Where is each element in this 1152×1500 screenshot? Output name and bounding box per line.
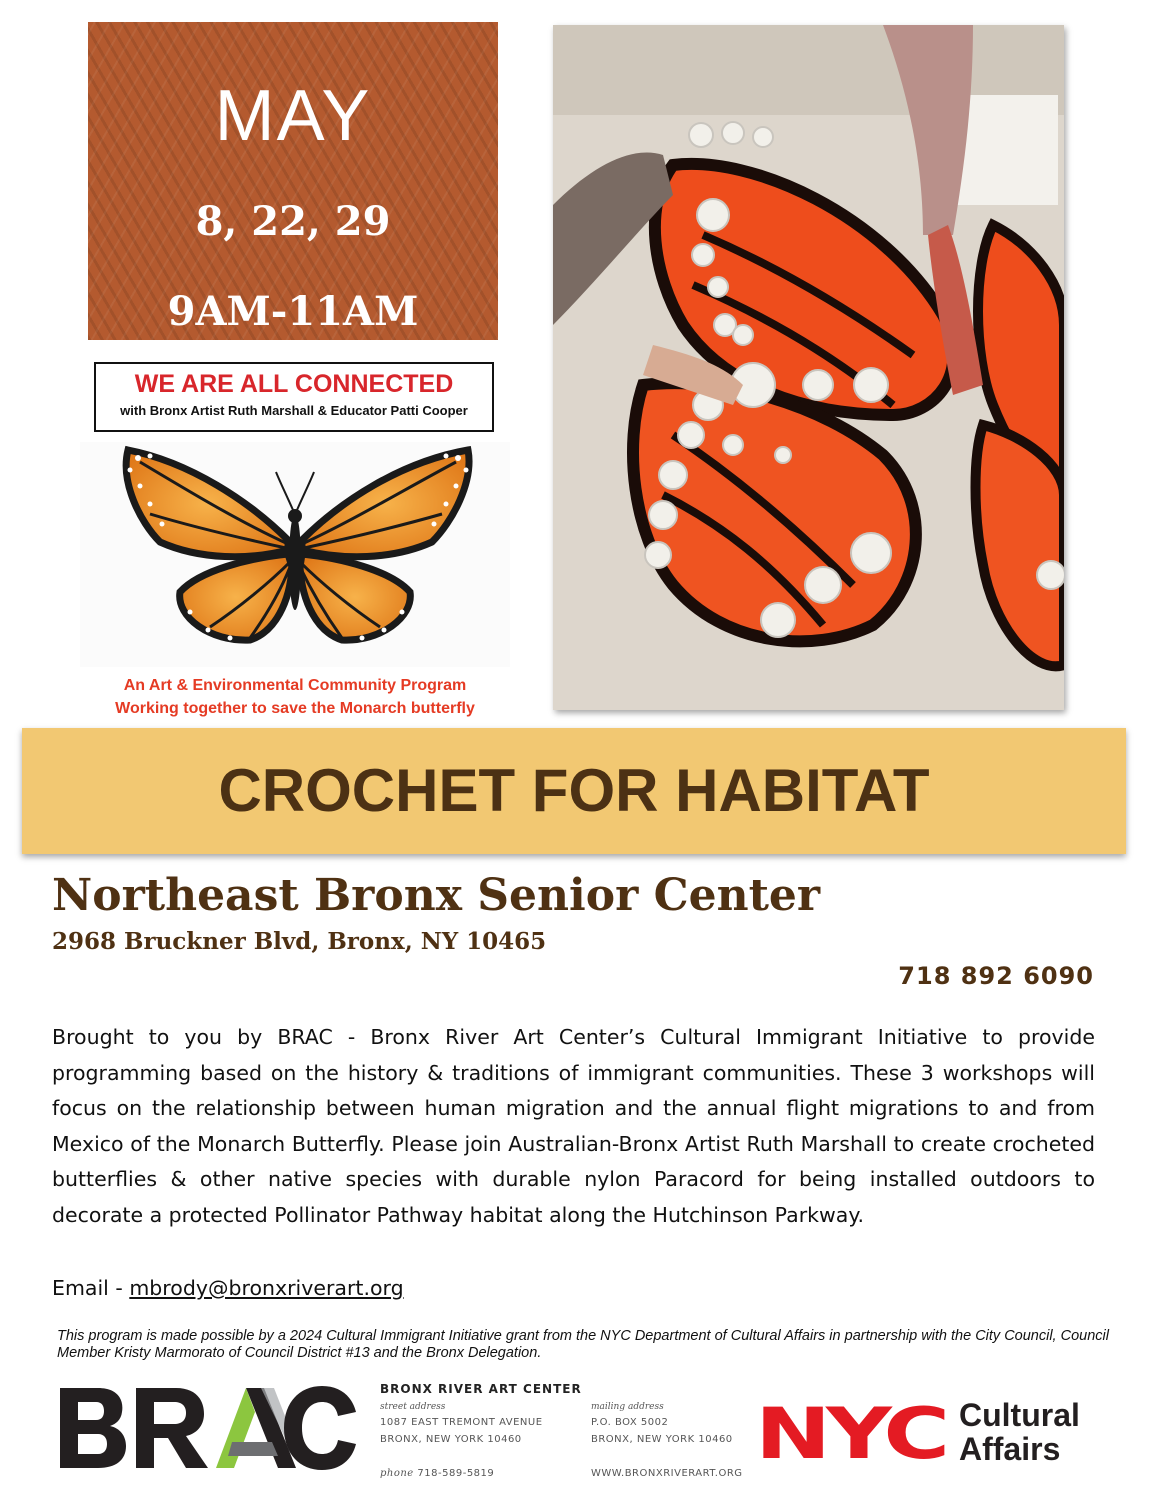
brac-website[interactable]: WWW.BRONXRIVERART.ORG — [591, 1468, 743, 1479]
nyc-logo-icon — [755, 1396, 1120, 1466]
program-caption-line2: Working together to save the Monarch butterfly — [115, 700, 475, 717]
event-days: 8, 22, 29 — [195, 198, 391, 245]
mailing-address-label: mailing address — [591, 1402, 664, 1412]
event-date-box — [88, 22, 498, 340]
street-address-label: street address — [380, 1402, 446, 1412]
connected-title-box — [94, 362, 494, 432]
venue-name: Northeast Bronx Senior Center — [52, 870, 821, 921]
brac-contact-info — [380, 1382, 760, 1482]
nyc-dept-line2: Affairs — [959, 1431, 1061, 1466]
brac-logo-icon — [56, 1382, 366, 1472]
email-link[interactable]: mbrody@bronxriverart.org — [129, 1276, 404, 1300]
nyc-cultural-affairs-logo — [755, 1396, 1120, 1466]
nyc-logo-text: NYC — [755, 1396, 945, 1466]
monarch-butterfly-image — [80, 442, 510, 667]
funding-note: This program is made possible by a 2024 Cultural Immigrant Initiative grant from the NYC Department of Cultural Affairs in partnership with the City Council, Council Member Kristy Marmorato of Council District #13 and the Bronx Delegation. — [57, 1328, 1109, 1361]
venue-address: 2968 Bruckner Blvd, Bronx, NY 10465 — [52, 928, 547, 955]
event-month: MAY — [214, 76, 372, 156]
email-label: Email - — [52, 1276, 130, 1300]
connected-title: WE ARE ALL CONNECTED — [134, 370, 454, 398]
street-address-line1: 1087 EAST TREMONT AVENUE — [380, 1417, 543, 1428]
title-banner — [22, 728, 1126, 854]
brac-logo — [56, 1382, 366, 1472]
brac-phone: 718-589-5819 — [417, 1468, 495, 1479]
banner-title: CROCHET FOR HABITAT — [218, 757, 930, 824]
nyc-dept-line1: Cultural — [959, 1397, 1080, 1433]
crochet-butterfly-photo — [553, 25, 1064, 710]
mailing-address-line1: P.O. BOX 5002 — [591, 1417, 669, 1428]
crochet-butterfly-photo-icon — [553, 25, 1064, 710]
monarch-butterfly-icon — [80, 442, 510, 667]
email-line — [52, 1271, 404, 1306]
venue-phone: 718 892 6090 — [898, 962, 1094, 990]
connected-subtitle: with Bronx Artist Ruth Marshall & Educator Patti Cooper — [120, 403, 468, 418]
street-address-line2: BRONX, NEW YORK 10460 — [380, 1434, 522, 1445]
brac-org-name: BRONX RIVER ART CENTER — [380, 1382, 582, 1396]
mailing-address-line2: BRONX, NEW YORK 10460 — [591, 1434, 733, 1445]
phone-label: phone — [380, 1468, 414, 1479]
program-caption-line1: An Art & Environmental Community Program — [123, 677, 467, 694]
brac-phone-line — [380, 1468, 494, 1479]
program-description: Brought to you by BRAC - Bronx River Art Center’s Cultural Immigrant Initiative to provide programming based on the history & traditions of immigrant communities. These 3 workshops will focus on the relationship between human migration and the annual flight migrations to and from Mexico of the Monarch Butterfly. Please join Australian-Bronx Artist Ruth Marshall to create crocheted butterflies & other native species with durable nylon Paracord for being installed outdoors to decorate a protected Pollinator Pathway habitat along the Hutchinson Parkway. — [52, 1025, 1095, 1227]
event-hours: 9AM-11AM — [167, 288, 419, 335]
